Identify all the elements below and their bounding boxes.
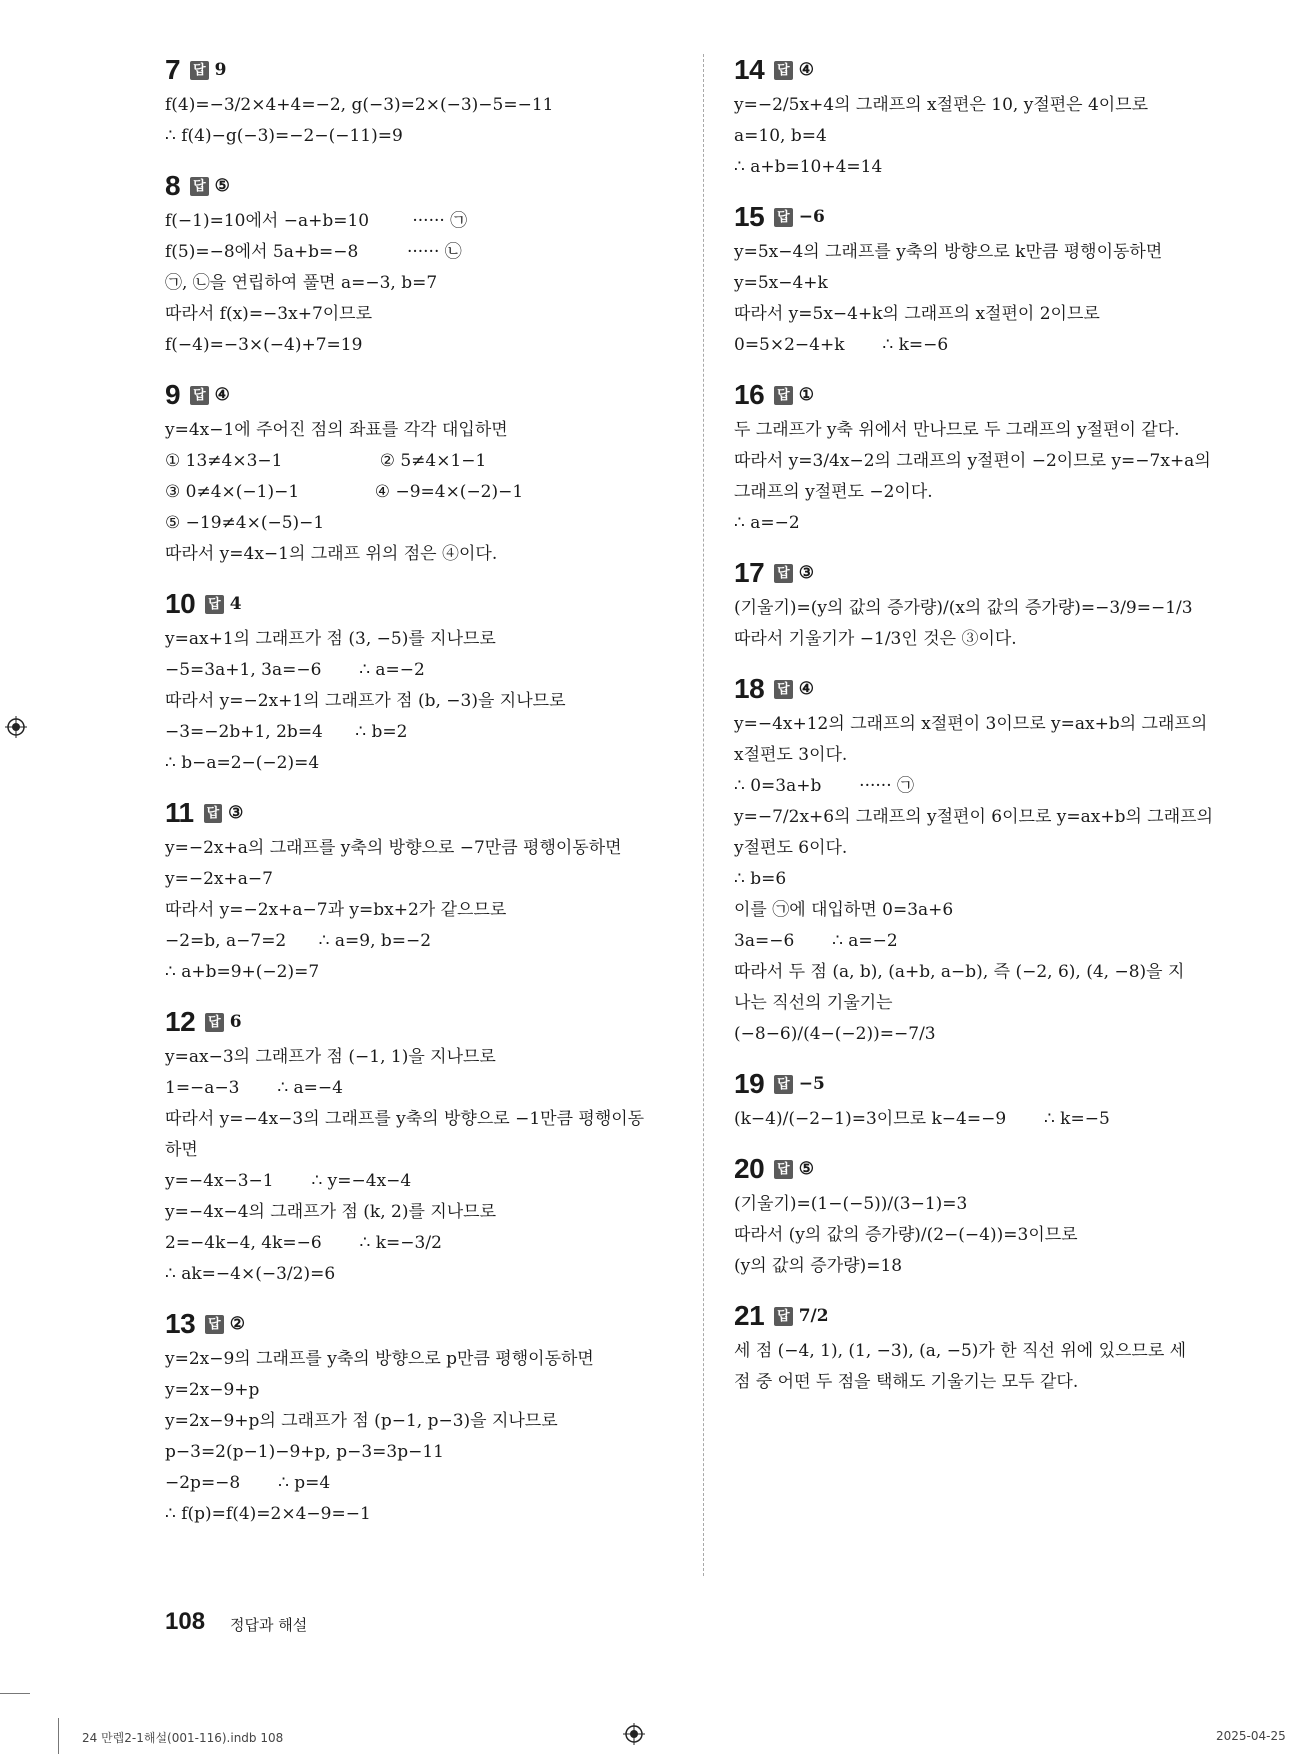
problem-number: 12: [165, 1006, 196, 1037]
problem-header: [165, 584, 685, 624]
solution-line: y=ax−3의 그래프가 점 (−1, 1)을 지나므로: [165, 1047, 496, 1067]
answer-value: ④: [798, 60, 814, 80]
solution-line: 2=−4k−4, 4k=−6 ∴ k=−3/2: [165, 1233, 442, 1253]
solution-line: y=ax+1의 그래프가 점 (3, −5)를 지나므로: [165, 629, 496, 649]
answer-tag: 답: [205, 1013, 224, 1032]
solution-line: −2=b, a−7=2 ∴ a=9, b=−2: [165, 931, 432, 951]
solution-line: y=−4x+12의 그래프의 x절편이 3이므로 y=ax+b의 그래프의: [734, 714, 1208, 734]
problem-number: 19: [734, 1068, 765, 1099]
solution-line: ∴ f(4)−g(−3)=−2−(−11)=9: [165, 126, 403, 146]
solution-line: 점 중 어떤 두 점을 택해도 기울기는 모두 같다.: [734, 1372, 1079, 1392]
left-column: [165, 50, 685, 1544]
crop-rule: [58, 1718, 59, 1754]
solution-line: ③ 0≠4×(−1)−1 ④ −9=4×(−2)−1: [165, 482, 524, 502]
problem-number: 10: [165, 588, 196, 619]
problem-header: [734, 1149, 1254, 1189]
solution-line: y=5x−4+k: [734, 273, 828, 293]
problem-header: [734, 50, 1254, 90]
answer-tag: 답: [774, 61, 793, 80]
solution-line: ∴ b=6: [734, 869, 787, 889]
answer-tag: 답: [774, 1160, 793, 1179]
solution-line: 0=5×2−4+k ∴ k=−6: [734, 335, 949, 355]
solution-line: f(−4)=−3×(−4)+7=19: [165, 335, 363, 355]
problem-number: 14: [734, 54, 765, 85]
solution-line: −2p=−8 ∴ p=4: [165, 1473, 331, 1493]
answer-value: 6: [229, 1012, 242, 1032]
problem-number: 11: [165, 797, 194, 828]
solution-line: (y의 값의 증가량)=18: [734, 1256, 903, 1276]
answer-value: 7/2: [798, 1306, 829, 1326]
problem-21: [734, 1296, 1254, 1398]
answer-value: ⑤: [214, 176, 230, 196]
problem-number: 9: [165, 379, 181, 410]
problem-number: 16: [734, 379, 765, 410]
solution-line: ① 13≠4×3−1 ② 5≠4×1−1: [165, 451, 487, 471]
solution-line: 이를 ㉠에 대입하면 0=3a+6: [734, 900, 954, 920]
solution-line: 따라서 y=−2x+a−7과 y=bx+2가 같으므로: [165, 900, 507, 920]
answer-tag: 답: [205, 595, 224, 614]
solution-line: (기울기)=(y의 값의 증가량)/(x의 값의 증가량)=−3/9=−1/3: [734, 598, 1193, 618]
solution-line: f(5)=−8에서 5a+b=−8 ······ ㉡: [165, 242, 462, 262]
answer-value: −6: [798, 207, 825, 227]
solution-line: y=4x−1에 주어진 점의 좌표를 각각 대입하면: [165, 420, 508, 440]
solution-line: −5=3a+1, 3a=−6 ∴ a=−2: [165, 660, 425, 680]
problem-9: [165, 375, 685, 570]
answer-value: ②: [229, 1314, 245, 1334]
solution-line: y=−2/5x+4의 그래프의 x절편은 10, y절편은 4이므로: [734, 95, 1149, 115]
answer-tag: 답: [774, 564, 793, 583]
solution-line: f(4)=−3/2×4+4=−2, g(−3)=2×(−3)−5=−11: [165, 95, 554, 115]
solution-line: ∴ f(p)=f(4)=2×4−9=−1: [165, 1504, 371, 1524]
solution-line: (k−4)/(−2−1)=3이므로 k−4=−9 ∴ k=−5: [734, 1109, 1110, 1129]
answer-tag: 답: [204, 804, 223, 823]
print-slug-file: 24 만렙2-1해설(001-116).indb 108: [82, 1731, 284, 1745]
solution-line: y절편도 6이다.: [734, 838, 848, 858]
solution-line: p−3=2(p−1)−9+p, p−3=3p−11: [165, 1442, 444, 1462]
problem-13: [165, 1304, 685, 1530]
problem-20: [734, 1149, 1254, 1282]
problem-number: 18: [734, 673, 765, 704]
problem-8: [165, 166, 685, 361]
answer-value: −5: [798, 1074, 825, 1094]
solution-line: 3a=−6 ∴ a=−2: [734, 931, 898, 951]
solution-line: 따라서 (y의 값의 증가량)/(2−(−4))=3이므로: [734, 1225, 1078, 1245]
solution-line: ∴ b−a=2−(−2)=4: [165, 753, 320, 773]
column-divider: [703, 54, 704, 1576]
solution-line: 따라서 y=−2x+1의 그래프가 점 (b, −3)을 지나므로: [165, 691, 566, 711]
registration-mark-icon: [623, 1723, 645, 1745]
solution-line: 1=−a−3 ∴ a=−4: [165, 1078, 343, 1098]
solution-line: 따라서 y=3/4x−2의 그래프의 y절편이 −2이므로 y=−7x+a의: [734, 451, 1211, 471]
solution-line: 나는 직선의 기울기는: [734, 993, 893, 1013]
answer-tag: 답: [774, 1307, 793, 1326]
solution-line: y=5x−4의 그래프를 y축의 방향으로 k만큼 평행이동하면: [734, 242, 1163, 262]
solution-line: 따라서 y=−4x−3의 그래프를 y축의 방향으로 −1만큼 평행이동: [165, 1109, 645, 1129]
solution-line: (기울기)=(1−(−5))/(3−1)=3: [734, 1194, 968, 1214]
problem-header: [165, 793, 685, 833]
problem-14: [734, 50, 1254, 183]
problem-header: [165, 375, 685, 415]
solution-line: y=2x−9+p: [165, 1380, 260, 1400]
solution-line: y=−4x−4의 그래프가 점 (k, 2)를 지나므로: [165, 1202, 497, 1222]
footer-label: 정답과 해설: [230, 1616, 308, 1634]
solution-line: ∴ a+b=9+(−2)=7: [165, 962, 320, 982]
crop-rule: [0, 1693, 30, 1694]
problem-number: 17: [734, 557, 765, 588]
problem-header: [165, 1002, 685, 1042]
solution-line: f(−1)=10에서 −a+b=10 ······ ㉠: [165, 211, 468, 231]
problem-12: [165, 1002, 685, 1290]
page-number: 108: [165, 1608, 206, 1635]
answer-value: ③: [798, 563, 814, 583]
solution-line: 따라서 y=5x−4+k의 그래프의 x절편이 2이므로: [734, 304, 1100, 324]
solution-line: y=−7/2x+6의 그래프의 y절편이 6이므로 y=ax+b의 그래프의: [734, 807, 1213, 827]
solution-line: 따라서 두 점 (a, b), (a+b, a−b), 즉 (−2, 6), (4, −8)을 지: [734, 962, 1185, 982]
problem-header: [734, 375, 1254, 415]
answer-value: ⑤: [798, 1159, 814, 1179]
problem-header: [734, 197, 1254, 237]
answer-value: ④: [798, 679, 814, 699]
solution-line: ⑤ −19≠4×(−5)−1: [165, 513, 325, 533]
problem-header: [165, 166, 685, 206]
problem-header: [734, 553, 1254, 593]
answer-tag: 답: [190, 386, 209, 405]
solution-line: y=2x−9+p의 그래프가 점 (p−1, p−3)을 지나므로: [165, 1411, 558, 1431]
answer-tag: 답: [205, 1315, 224, 1334]
problem-15: [734, 197, 1254, 361]
solution-line: ∴ ak=−4×(−3/2)=6: [165, 1264, 336, 1284]
problem-11: [165, 793, 685, 988]
problem-header: [734, 1064, 1254, 1104]
answer-tag: 답: [774, 208, 793, 227]
solution-line: 따라서 f(x)=−3x+7이므로: [165, 304, 373, 324]
answer-tag: 답: [774, 386, 793, 405]
solution-line: ㉠, ㉡을 연립하여 풀면 a=−3, b=7: [165, 273, 438, 293]
solution-line: y=−2x+a의 그래프를 y축의 방향으로 −7만큼 평행이동하면: [165, 838, 622, 858]
solution-line: x절편도 3이다.: [734, 745, 848, 765]
answer-tag: 답: [774, 680, 793, 699]
problem-number: 15: [734, 201, 765, 232]
solution-line: y=−4x−3−1 ∴ y=−4x−4: [165, 1171, 412, 1191]
answer-tag: 답: [190, 177, 209, 196]
solution-line: 하면: [165, 1140, 198, 1160]
solution-line: 따라서 기울기가 −1/3인 것은 ③이다.: [734, 629, 1017, 649]
solution-line: a=10, b=4: [734, 126, 827, 146]
answer-value: 4: [229, 594, 242, 614]
solution-line: 두 그래프가 y축 위에서 만나므로 두 그래프의 y절편이 같다.: [734, 420, 1180, 440]
problem-18: [734, 669, 1254, 1050]
print-slug-date: 2025-04-25: [1216, 1729, 1286, 1743]
solution-line: −3=−2b+1, 2b=4 ∴ b=2: [165, 722, 408, 742]
solution-line: 따라서 y=4x−1의 그래프 위의 점은 ④이다.: [165, 544, 498, 564]
solution-line: ∴ a=−2: [734, 513, 800, 533]
problem-7: [165, 50, 685, 152]
right-column: [734, 50, 1254, 1412]
registration-mark-icon: [5, 716, 27, 738]
solution-line: (−8−6)/(4−(−2))=−7/3: [734, 1024, 936, 1044]
problem-10: [165, 584, 685, 779]
solution-line: ∴ 0=3a+b ······ ㉠: [734, 776, 915, 796]
problem-header: [165, 50, 685, 90]
answer-tag: 답: [190, 61, 209, 80]
answer-value: ③: [228, 803, 244, 823]
problem-19: [734, 1064, 1254, 1135]
problem-number: 21: [734, 1300, 765, 1331]
solution-line: 세 점 (−4, 1), (1, −3), (a, −5)가 한 직선 위에 있으므로 세: [734, 1341, 1187, 1361]
answer-value: ①: [798, 385, 814, 405]
answer-value: 9: [214, 60, 227, 80]
answer-tag: 답: [774, 1075, 793, 1094]
solution-line: 그래프의 y절편도 −2이다.: [734, 482, 933, 502]
problem-number: 20: [734, 1153, 765, 1184]
problem-number: 7: [165, 54, 181, 85]
problem-number: 13: [165, 1308, 196, 1339]
problem-header: [734, 1296, 1254, 1336]
problem-header: [734, 669, 1254, 709]
problem-17: [734, 553, 1254, 655]
solution-line: y=−2x+a−7: [165, 869, 273, 889]
solution-line: ∴ a+b=10+4=14: [734, 157, 883, 177]
problem-16: [734, 375, 1254, 539]
solution-line: y=2x−9의 그래프를 y축의 방향으로 p만큼 평행이동하면: [165, 1349, 594, 1369]
problem-header: [165, 1304, 685, 1344]
answer-value: ④: [214, 385, 230, 405]
problem-number: 8: [165, 170, 181, 201]
